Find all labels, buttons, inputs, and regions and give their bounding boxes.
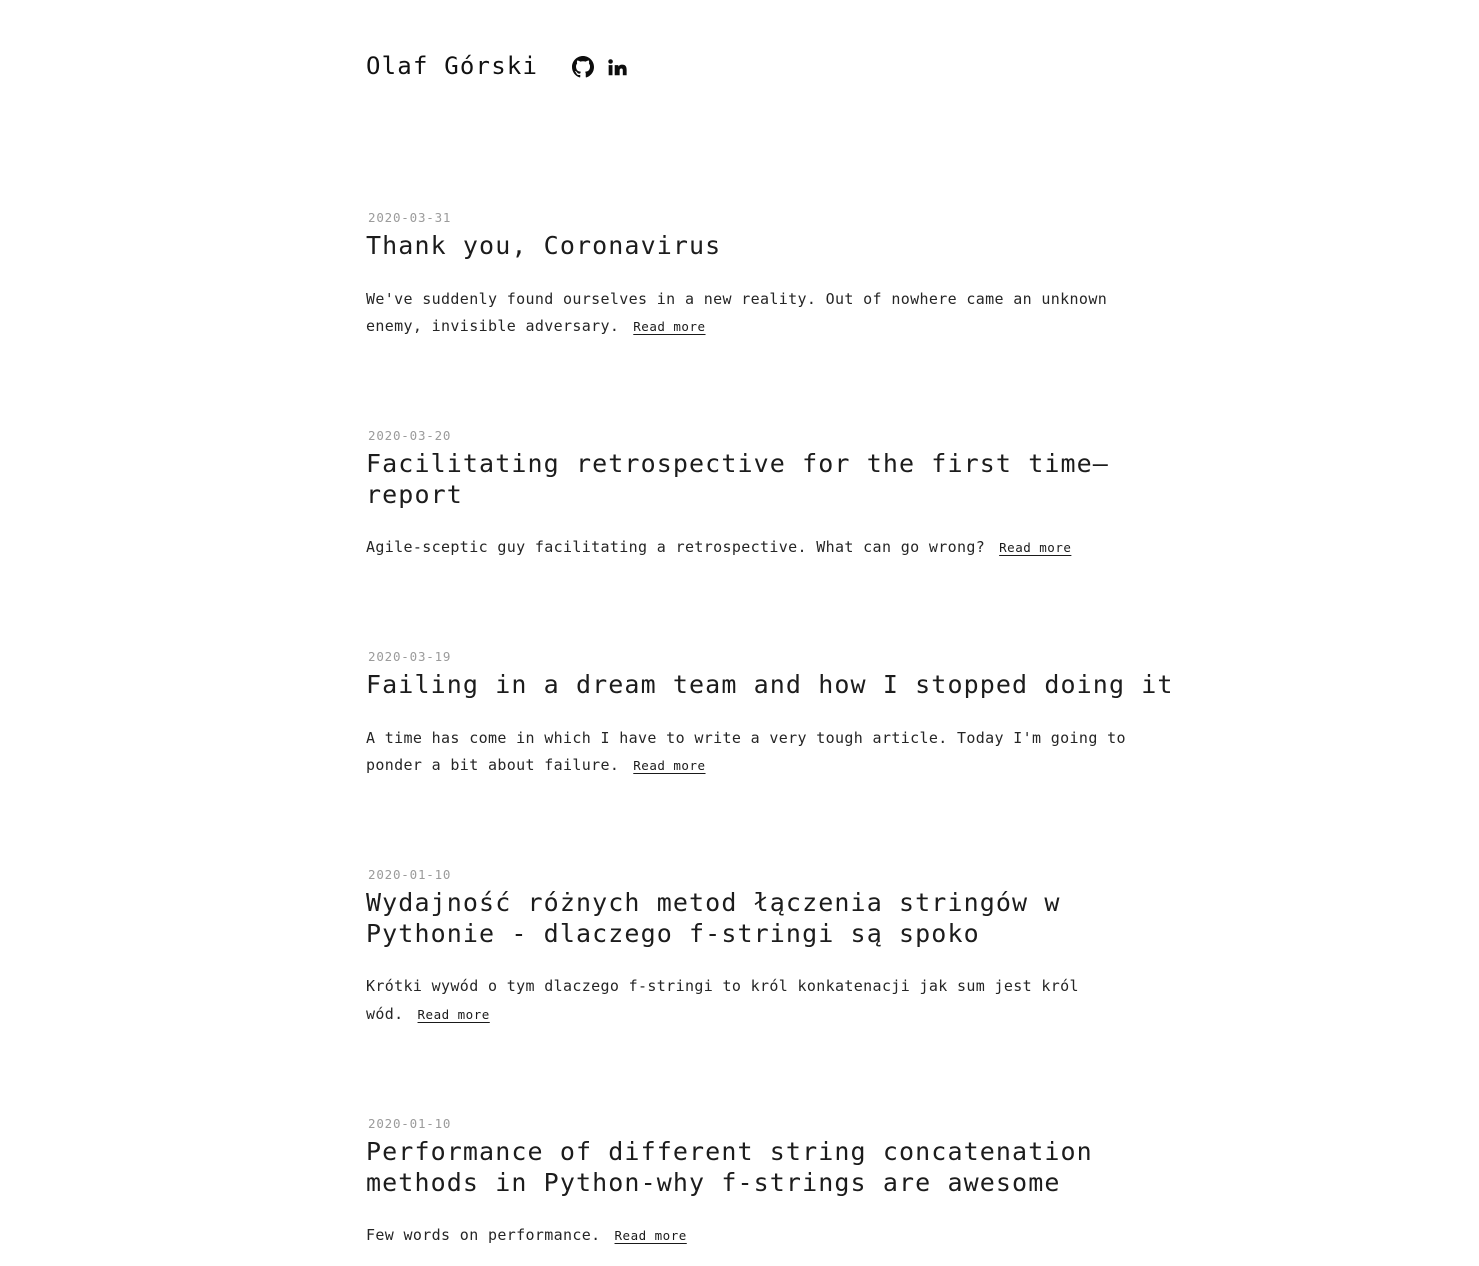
post-list (0, 92, 1479, 1249)
post-excerpt (366, 1222, 1179, 1249)
github-link[interactable] (572, 56, 594, 78)
read-more-link[interactable]: Read more (633, 758, 706, 774)
linkedin-icon (606, 56, 628, 78)
post-date: 2020-03-20 (368, 428, 452, 444)
post-excerpt (366, 725, 1179, 780)
list-item (0, 428, 1479, 561)
site-header (0, 0, 1479, 92)
read-more-link[interactable]: Read more (999, 540, 1072, 556)
post-excerpt (366, 534, 1179, 561)
linkedin-link[interactable] (606, 56, 628, 78)
list-item (0, 867, 1479, 1028)
read-more-link[interactable]: Read more (633, 318, 706, 334)
post-excerpt (366, 286, 1149, 341)
post-excerpt-text: Agile-sceptic guy facilitating a retrospective. What can go wrong? (366, 538, 986, 557)
post-date: 2020-01-10 (368, 1116, 452, 1132)
read-more-link[interactable]: Read more (614, 1228, 687, 1244)
post-excerpt (366, 973, 1179, 1028)
post-title[interactable]: Thank you, Coronavirus (366, 231, 722, 260)
post-excerpt-text: Few words on performance. (366, 1226, 601, 1245)
post-date: 2020-03-31 (368, 210, 452, 225)
post-title[interactable]: Failing in a dream team and how I stopped doing it (366, 670, 1174, 700)
post-excerpt-text: We've suddenly found ourselves in a new reality. Out of nowhere came an unknown enemy, invisible adversary. (366, 289, 1108, 335)
post-date: 2020-01-10 (368, 867, 452, 883)
list-item (0, 210, 1479, 340)
site-title: Olaf Górski (366, 52, 539, 80)
post-excerpt-text: Krótki wywód o tym dlaczego f-stringi to król konkatenacji jak sum jest król wód. (366, 977, 1079, 1023)
post-title[interactable]: Wydajność różnych metod łączenia stringów w Pythonie - dlaczego f-stringi są spoko (366, 888, 1061, 948)
list-item (0, 1116, 1479, 1249)
github-icon (572, 56, 594, 78)
post-date: 2020-03-19 (368, 649, 452, 665)
post-excerpt-text: A time has come in which I have to write a very tough article. Today I'm going to ponder a bit about failure. (366, 728, 1126, 775)
social-links (572, 56, 628, 78)
post-title[interactable]: Facilitating retrospective for the first time—report (366, 449, 1109, 509)
read-more-link[interactable]: Read more (417, 1006, 490, 1022)
post-title[interactable]: Performance of different string concatenation methods in Python-why f-strings are awesome (366, 1137, 1093, 1197)
list-item (0, 649, 1479, 779)
